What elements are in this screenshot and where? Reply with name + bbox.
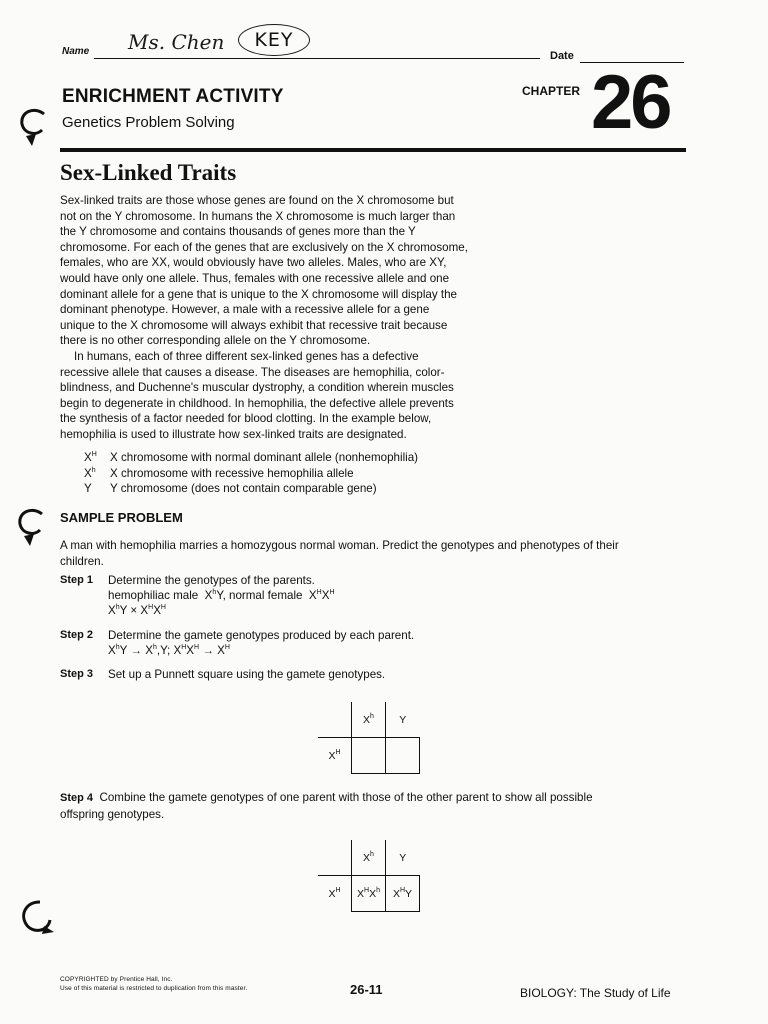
- text-line: dominant allele for a gene that is unique to the X chromosome will display the: [60, 287, 457, 301]
- text-line: recessive allele that causes a disease. The diseases are hemophilia, color-: [60, 365, 445, 379]
- punnett-square-filled: [318, 840, 420, 912]
- step-label: Step 1: [60, 574, 94, 586]
- step-label: Step 3: [60, 668, 94, 680]
- legend-text: X chromosome with normal dominant allele (nonhemophilia): [110, 451, 419, 464]
- chapter-number: 26: [591, 60, 670, 145]
- legend-row: [84, 466, 418, 482]
- activity-subtitle: Genetics Problem Solving: [62, 114, 235, 131]
- legend-text: X chromosome with recessive hemophilia allele: [110, 466, 354, 480]
- step-label: Step 2: [60, 629, 94, 641]
- legend-symbol: $X^H$: [84, 451, 97, 464]
- page-title: Sex-Linked Traits: [60, 160, 237, 185]
- step-2: [60, 628, 414, 658]
- name-label: Name: [62, 46, 90, 57]
- text-line: In humans, each of three different sex-linked genes has a defective: [74, 350, 419, 363]
- punnett-header-cell: $X^h$: [352, 702, 386, 738]
- date-label: Date: [550, 50, 574, 62]
- paragraph-diseases: [60, 349, 510, 443]
- punnett-header-cell: $X^h$: [352, 840, 386, 876]
- legend-symbol: $X^h$: [84, 466, 96, 480]
- key-stamp: [238, 24, 310, 56]
- text-line: the synthesis of a factor needed for blood clotting. In the example below,: [60, 412, 432, 426]
- legend-symbol: Y: [84, 482, 92, 496]
- text-line: hemophilia is used to illustrate how sex-linked traits are designated.: [60, 427, 407, 441]
- punnett-row-header: $X^H$: [318, 876, 352, 912]
- punnett-cell: $X^HY$: [386, 876, 420, 912]
- swirl-icon: [16, 104, 52, 148]
- step-text: Determine the genotypes of the parents.: [108, 574, 315, 587]
- text-line: the Y chromosome and contains thousands of genes more than the Y: [60, 225, 416, 239]
- step-4-line: Step 4 Combine the gamete genotypes of one parent with those of the other parent to show all possible: [60, 791, 593, 804]
- punnett-square-empty: [318, 702, 420, 774]
- text-line: Sex-linked traits are those whose genes are found on the X chromosome but: [60, 194, 454, 207]
- legend-text: Y chromosome (does not contain comparable gene): [110, 482, 377, 496]
- text-line: begin to degenerate in childhood. In hemophilia, the defective allele prevents: [60, 396, 454, 410]
- page-number: 26-11: [350, 982, 383, 997]
- punnett-cell: $X^HX^h$: [352, 876, 386, 912]
- sample-heading: SAMPLE PROBLEM: [60, 510, 183, 525]
- chapter-label: CHAPTER: [522, 84, 581, 98]
- activity-title: ENRICHMENT ACTIVITY: [62, 86, 284, 107]
- restriction-line: Use of this material is restricted to duplication from this master.: [60, 985, 248, 992]
- step-4: [60, 790, 700, 822]
- swirl-icon: [14, 504, 50, 548]
- book-title: BIOLOGY: The Study of Life: [520, 986, 671, 1000]
- step-cross: $X^hY \times X^HX^H$: [108, 604, 166, 617]
- step-genotypes: hemophiliac male $X^hY$, normal female $X^HX^H$: [108, 589, 335, 602]
- punnett-row-header: $X^H$: [318, 738, 352, 774]
- text-line: would have only one allele. Thus, females with one recessive allele and one: [60, 271, 450, 285]
- name-underline: [94, 58, 540, 59]
- step-text: Determine the gamete genotypes produced by each parent.: [108, 629, 415, 642]
- sample-problem-text: [60, 538, 700, 569]
- text-line: there is no other corresponding allele on the Y chromosome.: [60, 334, 371, 348]
- key-stamp-text: KEY: [254, 29, 294, 51]
- footer-copyright: [60, 975, 247, 993]
- text-line: dominant phenotype. However, a male with a recessive allele for a gene: [60, 303, 430, 317]
- legend-row: [84, 450, 418, 466]
- text-line: unique to the X chromosome will always exhibit that recessive trait because: [60, 318, 448, 332]
- legend-row: [84, 481, 418, 497]
- punnett-header-cell: Y: [386, 702, 420, 738]
- punnett-cell: [386, 738, 420, 774]
- punnett-header-cell: Y: [386, 840, 420, 876]
- swirl-icon: [18, 898, 56, 938]
- copyright-line: COPYRIGHTED by Prentice Hall, Inc.: [60, 976, 173, 983]
- step-4-line: offspring genotypes.: [60, 807, 165, 821]
- text-line: chromosome. For each of the genes that are exclusively on the X chromosome,: [60, 240, 468, 254]
- punnett-cell: [352, 738, 386, 774]
- text-line: blindness, and Duchenne's muscular dystrophy, a condition wherein muscles: [60, 381, 454, 395]
- allele-legend: [84, 450, 418, 497]
- header-rule: [60, 148, 686, 152]
- step-1: [60, 573, 335, 618]
- text-line: females, who are XX, would obviously have two alleles. Males, who are XY,: [60, 256, 447, 270]
- step-text: Set up a Punnett square using the gamete genotypes.: [108, 668, 386, 681]
- handwritten-name: Ms. Chen: [128, 30, 225, 54]
- text-line: A man with hemophilia marries a homozygous normal woman. Predict the genotypes and phenotypes of their: [60, 539, 619, 552]
- text-line: children.: [60, 554, 104, 568]
- text-line: not on the Y chromosome. In humans the X chromosome is much larger than: [60, 209, 456, 223]
- step-gametes: $X^hY \to X^h,Y$; $X^HX^H \to X^H$: [108, 644, 230, 657]
- paragraph-intro: [60, 193, 506, 349]
- step-3: [60, 667, 385, 682]
